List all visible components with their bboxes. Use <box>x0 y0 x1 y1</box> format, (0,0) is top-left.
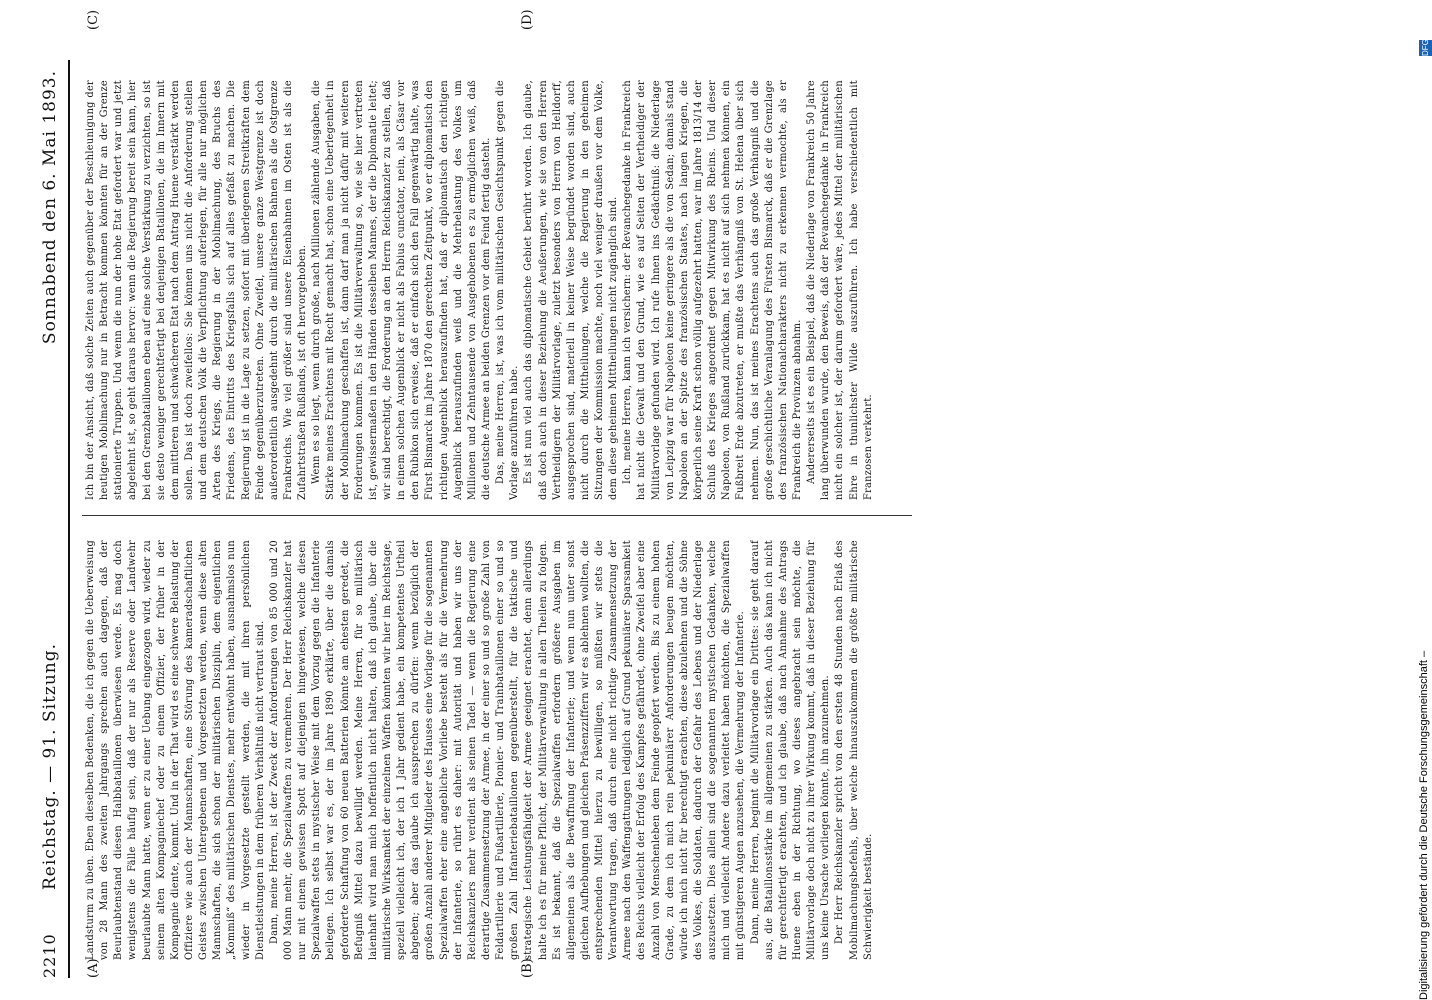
page-number: 2210 <box>40 933 59 978</box>
right-text-column <box>84 80 904 500</box>
paragraph: Ich, meine Herren, kann ich versichern: der Revanchegedanke in Frankreich hat nicht die Gewalt und den Grund, wie es auf Seiten der Vertheidiger der Militärvorlage gefunden wird. Ich rufe Ihnen ins Gedächtniß: die Niederlage von Leipzig war für Napoleon keine geringere als die von Sedan; damals stand Napoleon an der Spitze des französischen Staates, nach langen Kriegen, die körperlich seine Kraft schon völlig aufgezehrt hatten, war im Jahre 1813/14 der Schluß des Krieges angeordnet gegen Mitwirkung des Rheins. Und dieser Napoleon, von Rußland zurückkam, hat es nicht auf sich nehmen können, ein Fußbreit Erde abzutreten, er mußte das Verhängniß von St. Helena über sich nehmen. Nun, das ist meines Erachtens auch das große Verhängniß und die große geschichtliche Veranlagung des Fürsten Bismarck, daß er die Grenzlage des französischen Nationalcharakters nicht zu erkennen vermochte, als er Frankreich die Provinzen abnahm. <box>622 80 804 500</box>
paragraph: Andererseits ist es ein Beispiel, daß die Niederlage von Frankreich 50 Jahre lang überwunden wurde, den Beweis, daß der Revanchegedanke in Frankreich nicht ein solcher ist, der darum gefordert wäre, jedes Mittel der militärischen Ehre in thunlichster Wilde auszuführen. Ich habe verschiedentlich mit Franzosen verkehrt. <box>806 80 874 500</box>
margin-marker-b: (B) <box>520 958 535 978</box>
paragraph: Das, meine Herren, ist, was ich vom militärischen Gesichtspunkt gegen die Vorlage anzuführen habe. <box>495 80 521 500</box>
page-header <box>36 60 70 978</box>
margin-marker-d: (D) <box>520 9 535 30</box>
paragraph: Es ist nun viel auch das diplomatische Gebiet berührt worden. Ich glaube, daß doch auch in dieser Beziehung die Aeußerungen, wie sie von den Herren Vertheidigern der Militärvorlage, zuletzt besonders von Herrn von Helldorff, ausgesprochen sind, materiell in keiner Weise begründet worden sind, auch nicht durch die Mittheilungen, welche die Regierung in den geheimen Sitzungen der Kommission machte, noch viel weniger draußen vor dem Volke, dem diese geheimen Mittheilungen nicht zugänglich sind. <box>523 80 620 500</box>
header-rule <box>68 60 70 978</box>
paragraph: Wenn es so liegt, wenn durch große, nach Millionen zählende Ausgaben, die Stärke meines Erachtens mit Recht gemacht hat, schon eine Ueberlegenheit in der Mobilmachung geschaffen ist, dann darf man ja nicht dafür mit weiteren Forderungen kommen. Es ist die Militärverwaltung so, wie sie hier vertreten ist, gewissermaßen in den Händen desselben Mannes, der die Diplomatie leitet; wir sind berechtigt, die Forderung an den Herrn Reichskanzler zu stellen, daß in einem solchen Augenblick er nicht als Fabius cunctator, nein, als Cäsar vor den Rubikon sich erweise, daß er einfach sich den Fall gegenwärtig halte, was Fürst Bismarck im Jahre 1870 den gerechten Zeitpunkt, wo er diplomatisch den richtigen Augenblick herauszufinden hat, daß er diplomatisch den richtigen Augenblick herauszufinden weiß und die Mehrbelastung des Volkes um Millionen und Zehntausende von Ausgehobenen es zu ermöglichen weiß, daß die deutsche Armee an beiden Grenzen vor dem Feind fertig dasteht. <box>311 80 492 500</box>
dfg-logo: DFG <box>1421 39 1430 56</box>
paragraph: Landsturm zu üben. Eben dieselben Bedenken, die ich gegen die Ueberweisung von 28 Mann des zweiten Jahrgangs sprechen auch dagegen, daß der Beurlaubtenstand diesen Halbbataillonen überwiesen werde. Es mag doch wenigstens die Fälle häufig sein, daß der nur als Reserve oder Landwehr beurlaubte Mann hatte, wenn er zu einer Uebung eingezogen wird, wieder zu seinem alten Kompagniechef oder zu einem Offizier, der früher in der Kompagnie diente, kommt. Und in der That wird es eine schwere Belastung der Offiziere wie auch der Mannschaften, eine Störung des kameradschaftlichen Geistes zwischen Untergebenen und Vorgesetzten werden, wenn diese alten Mannschaften, die sich schon der militärischen Disziplin, dem eigentlichen „Kommiß“ des militärischen Dienstes, mehr entwöhnt haben, ausnahmslos nun wieder in Vorgesetzte gestellt werden, die mit ihren persönlichen Dienstleistungen in dem früheren Verhältniß nicht vertraut sind. <box>85 540 266 960</box>
paragraph: Dann, meine Herren, ist der Zweck der Anforderungen von 85 000 und 20 000 Mann mehr, die Spezialwaffen zu vermehren. Der Herr Reichskanzler hat nur mit einem gewissen Spott auf diejenigen hingewiesen, welche diesen Spezialwaffen stets in mystischer Weise mit dem Vorzug gegen die Infanterie beilegen. Ich selbst war es, der im Jahre 1890 erklärte, über die damals geforderte Schaffung von 60 neuen Batterien könnte am ehesten geredet, die Befugniß Mittel dazu bewilligt werden. Meine Herren, für so militärisch laienhaft wird man mich hoffentlich nicht halten, daß ich glaube, über die militärische Wirksamkeit der einzelnen Waffen könnten wir hier im Reichstage, speziell vielleicht ich, der ich 1 Jahr gedient habe, ein kompetentes Urtheil abgeben; aber das glaube ich aussprechen zu dürfen: wenn bezüglich der großen Anzahl anderer Mitglieder des Hauses eine Vorlage für die sogenannten Spezialwaffen eher eine angebliche Vorliebe besteht als für die Vermehrung der Infanterie, so rührt es daher: mit Autorität und haben wir uns der Reichskanzlers mehr verdient als seinen Tadel — wenn die Regierung eine derartige Zusammensetzung der Armee, in der einer so und so große Zahl von Feldartillerie und Fußartillerie, Pionier- und Trainbataillonen einer so und so großen Zahl Infanteriebataillonen gegenüberstellt, für die taktische und strategische Leistungsfähigkeit der Armee geeignet erachtet, denn allerdings halte ich es für meine Pflicht, der Militärverwaltung in allen Theilen zu folgen. Es ist bekannt, daß die Spezialwaffen erfordern größere Ausgaben im allgemeinen als die Bewaffnung der Infanterie; und wenn nun unter sonst gleichen Aufhebungen und gleichen Präsenzziffern wir es ablehnen wollten, die entsprechenden Mittel hierzu zu bewilligen, so müßten wir stets die Verantwortung tragen, daß durch eine nicht richtige Zusammensetzung der Armee nach den Waffengattungen lediglich auf Grund pekuniärer Sparsamkeit des Reichs vielleicht der Erfolg des Kampfes gefährdet, ohne Zweifel aber eine Anzahl von Menschenleben dem Feinde geopfert werden. Bis zu einem hohen Grade, zu dem ich mich rein pekuniärer Anforderungen beugen möchten, würde ich mich nicht für berechtigt erachten, diese abzulehnen und die Söhne des Volkes, die Soldaten, dadurch der Gefahr des Lebens und der Niederlage auszusetzen. Dies allein sind die sogenannten mystischen Gedanken, welche mich und vielleicht Andere dazu verleitet haben möchten, die Spezialwaffen mit günstigeren Augen anzusehen, die Vermehrung der Infanterie. <box>268 540 747 960</box>
margin-marker-a: (A) <box>86 958 101 978</box>
paragraph: Dann, meine Herren, beginnt die Militärvorlage ein Drittes: sie geht darauf aus, die Bataillonsstärke im allgemeinen zu stärken. Auch das kann ich nicht für gerechtfertigt erachten, und ich glaube, daß nach Annahme des Antrags Huene eben in der Richtung, wo dieses angebracht sein möchte, die Militärvorlage doch nicht zu ihrer Wirkung kommt, daß in dieser Beziehung für uns keine Ursache vorliegen könnte, ihn anzunehmen. <box>749 540 832 960</box>
session-title: Reichstag. — 91. Sitzung. <box>40 642 60 890</box>
column-divider <box>82 515 912 516</box>
margin-marker-c: (C) <box>86 9 101 30</box>
session-date: Sonnabend den 6. Mai 1893. <box>40 70 60 345</box>
paragraph: Ich bin der Ansicht, daß solche Zeiten auch gegenüber der Beschleunigung der heutigen Mobilmachung nur in Betracht kommen könnten für an der Grenze stationierte Truppen. Und wenn die nun der hohe Etat gefordert war und jetzt abgelehnt ist, so geht daraus hervor: wenn die Regierung bereit sein kann, hier bei den Grenzbataillonen eben auf eine solche Verstärkung zu verzichten, so ist sie desto weniger gerechtfertigt bei denjenigen Bataillonen, die im Innern mit dem mittleren und schwächeren Etat nach dem Antrag Huene verstärkt werden sollen. Das ist doch zweifellos: Sie können uns nicht die Anforderung stellen und dem deutschen Volk die Verpflichtung auferlegen, für alle nur möglichen Arten des Kriegs, die Regierung in der Mobilmachung, des Bruchs des Friedens, des Eintritts des Kriegsfalls sich auf alles gefaßt zu machen. Die Regierung ist in die Lage zu setzen, sofort mit überlegenen Streitkräften dem Feinde gegenüberzutreten. Ohne Zweifel, unsere ganze Westgrenze ist doch außerordentlich ausgedehnt durch die militärischen Bahnen als die Ostgrenze Frankreichs. Wie viel größer sind unsere Eisenbahnen im Osten ist als die Zufahrtstraßen Rußlands, ist oft hervorgehoben. <box>85 80 309 500</box>
left-text-column <box>84 540 904 960</box>
paragraph: Der Herr Reichskanzler spricht von den ersten 48 Stunden nach Erlaß des Mobilmachungsbefehls, über welche hinauszukommen die größte militärische Schwierigkeit bestände. <box>834 540 874 960</box>
digitization-credit: Digitalisierung gefördert durch die Deutsche Forschungsgemeinschaft – <box>1418 650 1430 1000</box>
